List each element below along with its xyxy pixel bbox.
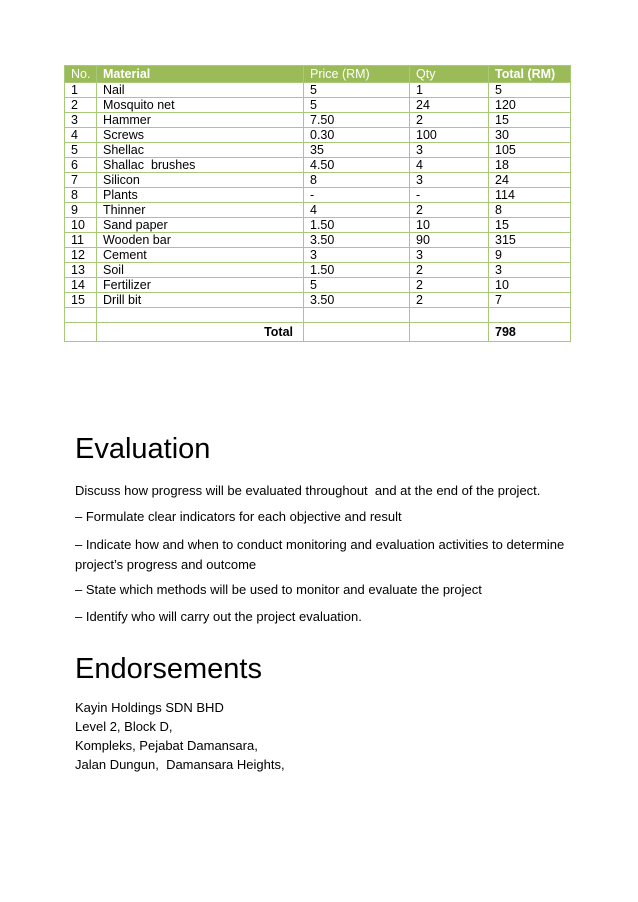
cell-no: 4 (65, 128, 97, 143)
cell-no: 15 (65, 293, 97, 308)
table-row (65, 128, 571, 143)
cell-qty: 1 (410, 83, 489, 98)
header-material: Material (97, 66, 304, 83)
cell-total: 7 (489, 293, 571, 308)
table-row (65, 173, 571, 188)
evaluation-point: – Indicate how and when to conduct monitoring and evaluation activities to determine project’s progress and outcome (75, 537, 565, 572)
cell-material: Plants (97, 188, 304, 203)
cell-no: 14 (65, 278, 97, 293)
table-row (65, 233, 571, 248)
table-row (65, 203, 571, 218)
cell-material: Wooden bar (97, 233, 304, 248)
table-row (65, 278, 571, 293)
table-row (65, 248, 571, 263)
total-row (65, 323, 571, 342)
cell-price: 3.50 (304, 233, 410, 248)
cell-price: 35 (304, 143, 410, 158)
table-row (65, 83, 571, 98)
cell-material: Thinner (97, 203, 304, 218)
cell-price: 5 (304, 278, 410, 293)
cell-material: Soil (97, 263, 304, 278)
cell-total: 15 (489, 113, 571, 128)
cell-total: 30 (489, 128, 571, 143)
cell-material: Screws (97, 128, 304, 143)
address-line: Level 2, Block D, (75, 719, 173, 734)
cell-material: Cement (97, 248, 304, 263)
evaluation-point: – State which methods will be used to monitor and evaluate the project (75, 582, 482, 597)
header-total: Total (RM) (489, 66, 571, 83)
materials-table (64, 65, 571, 342)
cell-qty: 2 (410, 203, 489, 218)
endorsements-heading: Endorsements (75, 653, 262, 685)
table-row (65, 98, 571, 113)
cell-no: 7 (65, 173, 97, 188)
cell-total: 24 (489, 173, 571, 188)
header-price: Price (RM) (304, 66, 410, 83)
cell-no: 9 (65, 203, 97, 218)
cell-material: Silicon (97, 173, 304, 188)
endorsement-address (75, 698, 285, 774)
cell-total: 10 (489, 278, 571, 293)
cell-price: 4.50 (304, 158, 410, 173)
cell-qty: 3 (410, 143, 489, 158)
cell-no: 1 (65, 83, 97, 98)
cell-material: Hammer (97, 113, 304, 128)
header-no: No. (65, 66, 97, 83)
cell-total: 9 (489, 248, 571, 263)
cell-qty: 24 (410, 98, 489, 113)
cell-material: Sand paper (97, 218, 304, 233)
cell-qty: 2 (410, 263, 489, 278)
cell-price: 8 (304, 173, 410, 188)
cell-material: Drill bit (97, 293, 304, 308)
cell-no: 10 (65, 218, 97, 233)
table-row (65, 263, 571, 278)
cell-material: Nail (97, 83, 304, 98)
cell-price: 7.50 (304, 113, 410, 128)
table-row (65, 158, 571, 173)
evaluation-point: – Identify who will carry out the project evaluation. (75, 609, 362, 624)
cell-price: 3 (304, 248, 410, 263)
evaluation-intro: Discuss how progress will be evaluated throughout and at the end of the project. (75, 483, 541, 498)
cell-no: 2 (65, 98, 97, 113)
cell-no: 3 (65, 113, 97, 128)
evaluation-heading: Evaluation (75, 433, 211, 465)
table-row (65, 143, 571, 158)
cell-total: 18 (489, 158, 571, 173)
table-row (65, 218, 571, 233)
cell-material: Fertilizer (97, 278, 304, 293)
cell-total: 5 (489, 83, 571, 98)
cell-total: 15 (489, 218, 571, 233)
cell-total: 114 (489, 188, 571, 203)
cell-qty: 4 (410, 158, 489, 173)
cell-price: 1.50 (304, 218, 410, 233)
cell-qty: 100 (410, 128, 489, 143)
cell-qty: - (410, 188, 489, 203)
cell-price: 4 (304, 203, 410, 218)
cell-price: 5 (304, 98, 410, 113)
table-row (65, 113, 571, 128)
cell-total: 3 (489, 263, 571, 278)
cell-no: 12 (65, 248, 97, 263)
address-line: Kayin Holdings SDN BHD (75, 700, 224, 715)
cell-qty: 3 (410, 248, 489, 263)
cell-total: 315 (489, 233, 571, 248)
header-qty: Qty (410, 66, 489, 83)
evaluation-point: – Formulate clear indicators for each objective and result (75, 509, 402, 524)
cell-qty: 2 (410, 278, 489, 293)
cell-price: 5 (304, 83, 410, 98)
cell-price: 3.50 (304, 293, 410, 308)
cell-no: 6 (65, 158, 97, 173)
cell-no: 11 (65, 233, 97, 248)
table-header-row (65, 66, 571, 83)
cell-qty: 3 (410, 173, 489, 188)
table-row (65, 188, 571, 203)
address-line: Kompleks, Pejabat Damansara, (75, 738, 258, 753)
total-label: Total (97, 323, 304, 342)
table-row (65, 293, 571, 308)
cell-price: 0.30 (304, 128, 410, 143)
cell-no: 5 (65, 143, 97, 158)
address-line: Jalan Dungun, Damansara Heights, (75, 757, 285, 772)
cell-material: Shellac (97, 143, 304, 158)
cell-material: Mosquito net (97, 98, 304, 113)
cell-no: 13 (65, 263, 97, 278)
cell-qty: 2 (410, 113, 489, 128)
cell-total: 120 (489, 98, 571, 113)
blank-row (65, 308, 571, 323)
cell-price: 1.50 (304, 263, 410, 278)
cell-material: Shallac brushes (97, 158, 304, 173)
cell-qty: 10 (410, 218, 489, 233)
cell-price: - (304, 188, 410, 203)
cell-total: 8 (489, 203, 571, 218)
cell-no: 8 (65, 188, 97, 203)
cell-total: 105 (489, 143, 571, 158)
total-value: 798 (489, 323, 571, 342)
cell-qty: 2 (410, 293, 489, 308)
cell-qty: 90 (410, 233, 489, 248)
